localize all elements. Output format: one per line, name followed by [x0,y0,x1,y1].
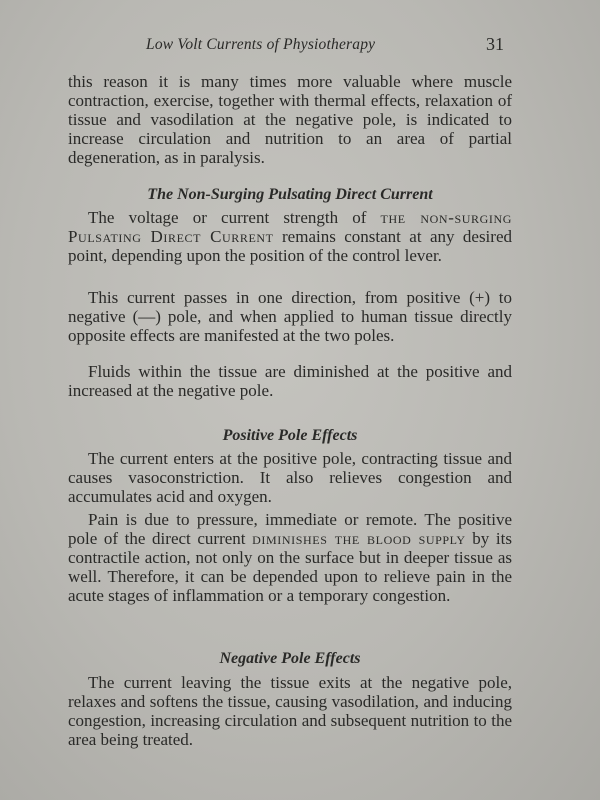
page-number: 31 [486,34,504,54]
non-surging-paragraph-2: This current passes in one direction, from positive (+) to negative (—) pole, and when applied to human tissue directly opposite effects are manifested at the two poles. [68,288,512,345]
positive-paragraph-1: The current enters at the positive pole, contracting tissue and causes vasoconstriction. It also relieves congestion and accumulates acid and oxygen. [68,449,512,506]
heading-positive-pole: Positive Pole Effects [222,427,358,444]
non-surging-paragraph-3: Fluids within the tissue are diminished at the positive and increased at the negative pole. [68,362,512,400]
negative-paragraph-1: The current leaving the tissue exits at the negative pole, relaxes and softens the tissue, causing vasodilation, and inducing congestion, increasing circulation and subsequent nutrition to the area being treated. [68,673,512,749]
positive-p2-smallcaps: diminishes the blood supply [252,529,466,548]
positive-p2-before: Pain is due to pressure, immediate or remote. The positive pole of the direct current [68,510,512,548]
positive-p2-after: by its contractile action, not only on the surface but in deeper tissue as well. Therefore, it can be depended upon to relieve pain in the acute stages of inflammation or a temporary congestion. [68,529,512,605]
non-surging-p1-after: remains constant at any desired point, depending upon the position of the control lever. [68,227,512,265]
non-surging-p1-smallcaps: the non-surging Pulsating Direct Current [68,208,512,246]
heading-negative-pole: Negative Pole Effects [219,650,361,667]
intro-paragraph: this reason it is many times more valuable where muscle contraction, exercise, together with thermal effects, relaxation of tissue and vasodilation at the negative pole, is indicated to increase circulation and nutrition to an area of partial degeneration, as in paralysis. [68,72,512,167]
non-surging-paragraph-1 [68,208,512,265]
heading-non-surging: The Non-Surging Pulsating Direct Current [147,186,433,203]
non-surging-p1-before: The voltage or current strength of [88,208,381,227]
running-head: Low Volt Currents of Physiotherapy [146,36,376,53]
positive-paragraph-2 [68,510,512,605]
